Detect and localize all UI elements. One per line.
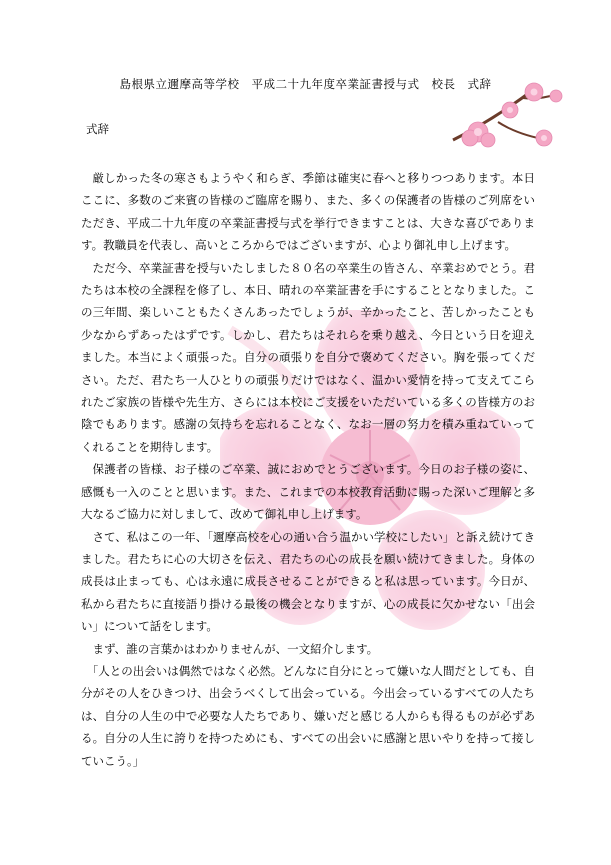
section-heading: 式辞 <box>86 122 109 136</box>
paragraph: さて、私はこの一年、「邇摩高校を心の通い合う温かい学校にしたい」と訴え続けてきました。君たちに心の大切さを伝え、君たちの心の成長を願い続けてきました。身体の成長は止まっても、心は永遠に成長させることができると私は思っています。今日が、私から君たちに直接語り掛ける最後の機会となりますが、心の成長に欠かせない「出会い」について話をします。 <box>81 529 536 634</box>
paragraph: 保護者の皆様、お子様のご卒業、誠におめでとうございます。今日のお子様の姿に、感慨も一入のことと思います。また、これまでの本校教育活動に賜った深いご理解と多大なるご協力に対しまして、改めて御礼申し上げます。 <box>81 462 535 522</box>
paragraph: まず、誰の言葉かはわかりませんが、一文紹介します。 <box>92 641 379 656</box>
paragraph: 厳しかった冬の寒さもようやく和らぎ、季節は確実に春へと移りつつあります。本日ここに、多数のご来賓の皆様のご臨席を賜り、また、多くの保護者の皆様のご列席をいただき、平成二十九年度の卒業証書授与式を挙行できますことは、大きな喜びであります。教職員を代表し、高いところからではございますが、心より御礼申し上げます。 <box>81 171 535 253</box>
document-title: 島根県立邇摩高等学校 平成二十九年度卒業証書授与式 校長 式辞 <box>119 77 492 91</box>
speech-body <box>81 167 535 772</box>
quote-paragraph: 「人との出会いは偶然ではなく必然。どんなに自分にとって嫌いな人間だとしても、自分がその人をひきつけ、出会うべくして出会っている。今出会っているすべての人たちは、自分の人生の中で必要な人たちであり、嫌いだと感じる人からも得るものが必ずある。自分の人生に誇りを持つためにも、すべての出会いに感謝と思いやりを持って接していこう。」 <box>81 663 536 768</box>
cherry-blossom-branch-icon <box>448 80 568 170</box>
paragraph: ただ今、卒業証書を授与いたしました８０名の卒業生の皆さん、卒業おめでとう。君たちは本校の全課程を修了し、本日、晴れの卒業証書を手にすることとなりました。この三年間、楽しいこともたくさんあったでしょうが、辛かったこと、苦しかったことも少なからずあったはずです。しかし、君たちはそれらを乗り越え、今日という日を迎えました。本当によく頑張った。自分の頑張りを自分で褒めてください。胸を張ってください。ただ、君たち一人ひとりの頑張りだけではなく、温かい愛情を持って支えてこられたご家族の皆様や先生方、さらには本校にご支援をいただいている多くの皆様方のお陰でもあります。感謝の気持ちを忘れることなく、なお一層の努力を積み重ねていってくれることを期待します。 <box>81 260 535 454</box>
